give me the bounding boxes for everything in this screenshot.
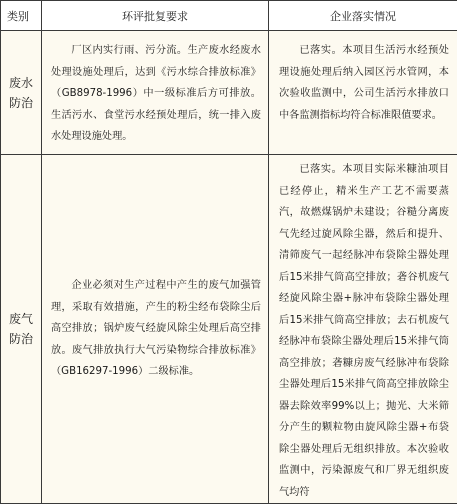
category-line: 废气 — [1, 309, 41, 329]
category-line: 防治 — [1, 93, 41, 113]
requirement-text: 企业必须对生产过程中产生的废气加强管理，采取有效措施，产生的粉尘经布袋除尘后高空排放；锅炉废气经旋风除尘处理后高空排放。废气排放执行大气污染物综合排放标准》（GB16297-1996）二级标准。 — [51, 275, 261, 383]
header-implementation: 企业落实情况 — [269, 1, 457, 31]
requirement-text: 厂区内实行雨、污分流。生产废水经废水处理设施处理后，达到《污水综合排放标准》（GB8978-1996）中一级标准后方可排放。生活污水、食堂污水经预处理后，统一排入废水处理设施处理。 — [51, 40, 261, 148]
table-header-row — [1, 1, 457, 31]
category-line: 防治 — [1, 329, 41, 349]
implementation-text: 已落实。本项目生活污水经预处理设施处理后纳入园区污水管网，本次验收监测中，公司生活污水排放口中各监测指标均符合标准限值要求。 — [279, 40, 449, 126]
implementation-cell — [269, 31, 457, 155]
implementation-text: 已落实。本项目实际米糠油项目已经停止，精米生产工艺不需要蒸汽，故燃煤锅炉未建设；谷糙分离废气先经过旋风除尘器，然后和提升、清筛废气一起经脉冲布袋除尘器处理后15米排气筒高空排放；砻谷机废气经旋风除尘器+脉冲布袋除尘器处理后15米排气筒高空排放；去石机废气经脉冲布袋除尘器处理后15米排气筒高空排放；砻糠房废气经脉冲布袋除尘器处理后15米排气筒高空排放除尘器去除效率99%以上；抛光、大米筛分产生的颗粒物由旋风除尘器+布袋除尘器处理后无组织排放。本次验收监测中，污染源废气和厂界无组织废气均符 — [279, 159, 449, 503]
header-requirement: 环评批复要求 — [42, 1, 269, 31]
implementation-cell — [269, 155, 457, 504]
table-row — [1, 31, 457, 155]
category-line: 废水 — [1, 73, 41, 93]
requirement-cell — [42, 31, 269, 155]
category-cell — [1, 31, 42, 155]
category-cell — [1, 155, 42, 504]
requirement-cell — [42, 155, 269, 504]
table-row — [1, 155, 457, 504]
header-category: 类别 — [1, 1, 42, 31]
